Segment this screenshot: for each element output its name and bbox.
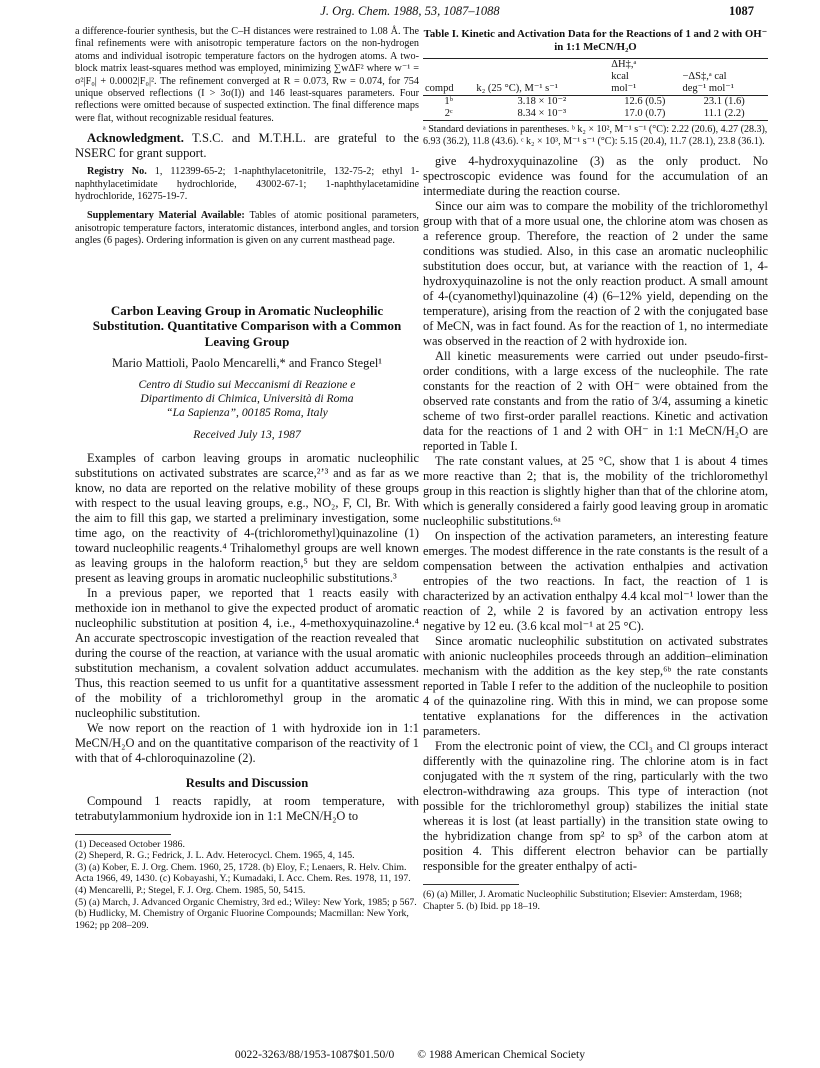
left-column [75, 26, 419, 931]
footnote-rule [75, 834, 171, 835]
table-cell: 23.1 (1.6) [703, 96, 745, 107]
registry-numbers [75, 166, 419, 203]
supplementary-material [75, 210, 419, 247]
table-cell: 1ᵇ [444, 96, 453, 107]
paragraph: give 4-hydroxyquinazoline (3) as the only product. No spectroscopic evidence was found for the accumulation of an intermediate during the reaction course. [423, 154, 768, 198]
paragraph: In a previous paper, we reported that 1 reacts easily with methoxide ion in methanol to give the expected product of aromatic nucleophilic substitution at position 4, i.e., 4-methoxyquinazoline.⁴ An accurate spectroscopic investigation of the reaction revealed that during the course of the reaction, at variance with the usual aromatic substitution mechanism, a covalent solvation adduct accumulates. Thus, this reaction seemed to us unfit for a quantitative assessment of the mobility of a trichloromethyl group in the aromatic nucleophilic substitution. [75, 585, 419, 720]
footnote: (4) Mencarelli, P.; Stegel, F. J. Org. Chem. 1985, 50, 5415. [75, 884, 306, 896]
table-header-cell [474, 59, 609, 72]
right-column [423, 26, 768, 912]
footnote: (5) (a) March, J. Advanced Organic Chemistry, 3rd ed.; Wiley: New York, 1985; p 567. (b) Hudlicky, M. Chemistry of Organic Fluorine Compounds; Macmillan: New York, 1962; pp 208–209. [75, 896, 417, 931]
table-row [423, 108, 768, 121]
footer-copyright: © 1988 American Chemical Society [417, 1048, 586, 1061]
table-header-cell [423, 59, 474, 72]
paragraph: The rate constant values, at 25 °C, show that 1 is about 4 times more reactive than 2; that is, the mobility of the trichloromethyl group in this reaction is slightly higher than that of the chlorine atom, which is generally considered a fairly good leaving group in aromatic nucleophilic substitutions.⁶ᵃ [423, 454, 768, 528]
running-header [0, 4, 820, 24]
table-header-cell: ΔH‡,ᵃ [609, 59, 680, 72]
affiliation-line: Centro di Studio sui Meccanismi di Reazione e [138, 378, 356, 392]
table-cell: 3.18 × 10⁻² [517, 96, 567, 107]
acknowledgment-text: T.S.C. and M.T.H.L. are grateful to the NSERC for grant support. [75, 131, 420, 161]
journal-citation: J. Org. Chem. 1988, 53, 1087–1088 [320, 4, 500, 18]
paragraph: Since our aim was to compare the mobility of the trichloromethyl group with that of a more usual one, the chlorine atom was chosen as a reference group. Therefore, the reaction of 2 under the same conditions was studied. Also, in this case an aromatic nucleophilic substitution does occur, but, at variance with the reaction of 1, 4-hydroxyquinazoline is not the only reaction product. A small amount of 4-(cyanomethyl)quinazoline (4) (6–12% yield, depending on the temperature), arising from the reaction of 2 with the conjugated base of MeCN, was in fact found. As for the reaction of 1, no intermediate was observed in the reaction of 2 with hydroxide ion. [423, 199, 768, 348]
table-header-cell: −ΔS‡,ᵃ cal [682, 71, 727, 82]
footnote-rule [423, 884, 519, 885]
table-header-cell [423, 71, 474, 83]
article-body-right [423, 154, 768, 874]
previous-article-tail: a difference-fourier synthesis, but the C–H distances were restrained to 1.08 Å. The final refinements were with anisotropic temperature factors on the non-hydrogen atoms and individual isotropic temperature factors on the hydrogen atoms. A two-block matrix least-squares method was employed, minimizing ∑wΔF² where w⁻¹ = σ²|F₀| + 0.0002|F₀|². The refinement converged at R = 0.073, Rw = 0.074, for 754 unique observed reflections (I > 3σ(I)) and 146 least-squares parameters. Four reflections were omitted because of suspected extinction. The final difference maps were flat, without recognizable residual features. [75, 26, 419, 124]
affiliation-line: “La Sapienza”, 00185 Roma, Italy [166, 406, 328, 420]
table-notes: ᵃ Standard deviations in parentheses. ᵇ k₂ × 10², M⁻¹ s⁻¹ (°C): 2.22 (20.6), 4.27 (28.3), 6.93 (36.2), 11.8 (43.6). ᶜ k₂ × 10³, M⁻¹ s⁻¹ (°C): 5.15 (20.4), 11.7 (28.1), 23.8 (36.1). [423, 124, 768, 147]
paragraph: Compound 1 reacts rapidly, at room temperature, with tetrabutylammonium hydroxide ion in 1:1 MeCN/H₂O to [75, 793, 419, 823]
table-header-cell [474, 71, 609, 83]
paragraph: We now report on the reaction of 1 with hydroxide ion in 1:1 MeCN/H₂O and on the quantitative comparison of the reactivity of 1 with that of 4-chloroquinazoline (2). [75, 720, 419, 765]
footnotes [75, 839, 419, 932]
footnote: (1) Deceased October 1986. [75, 838, 185, 850]
acknowledgment-label: Acknowledgment. [87, 131, 184, 146]
table-row [423, 96, 768, 109]
paragraph: Examples of carbon leaving groups in aromatic nucleophilic substitutions on activated substrates are scarce,²ʼ³ and as far as we know, no data are reported on the relative mobility of these groups with respect to the usual leaving groups, e.g., NO₂, F, Cl, Br. With the aim to fill this gap, we started a preliminary investigation, some time ago, on the reactivity of 4-(trichloromethyl)quinazoline (1) toward nucleophilic reagents.⁴ Trihalomethyl groups are well known as leaving groups in the haloform reaction,⁵ but they are seldom present as leaving groups in aromatic nucleophilic substitutions.³ [75, 450, 419, 585]
author-list: Mario Mattioli, Paolo Mencarelli,* and Franco Stegel¹ [111, 356, 383, 371]
table-cell: 8.34 × 10⁻³ [474, 108, 609, 121]
table-header-cell [680, 59, 768, 72]
footnote: (3) (a) Kober, E. J. Org. Chem. 1960, 25, 1728. (b) Eloy, F.; Lenaers, R. Helv. Chim. Acta 1966, 49, 1430. (c) Kobayashi, Y.; Kumadaki, I. Acc. Chem. Res. 1978, 11, 197. [75, 861, 411, 885]
table-cell: 2ᶜ [423, 108, 474, 121]
paragraph: All kinetic measurements were carried out under pseudo-first-order conditions, with a large excess of the nucleophile. The rate constants for the reaction of 2 with OH⁻ were obtained from the observed rate constants and from the ratio of 3/4, assuming a kinetic scheme of two first-order parallel reactions. Kinetic and activation data for the reactions of 1 and 2 with OH⁻ in 1:1 MeCN/H₂O are reported in Table I. [423, 349, 768, 453]
affiliation-line: Dipartimento di Chimica, Università di Roma [140, 392, 354, 406]
table-title: Table I. Kinetic and Activation Data for the Reactions of 1 and 2 with OH⁻ in 1:1 MeCN/H₂O [423, 28, 768, 53]
footer-code: 0022-3263/88/1953-1087$01.50/0 [234, 1048, 395, 1061]
kinetic-data-table [423, 58, 768, 121]
table-header-cell: kcal [611, 71, 629, 82]
article-body-left [75, 451, 419, 824]
table-header-cell: k₂ (25 °C), M⁻¹ s⁻¹ [474, 83, 609, 96]
article-title: Carbon Leaving Group in Aromatic Nucleophilic Substitution. Quantitative Comparison with a Common Leaving Group [92, 302, 402, 349]
table-header-cell: deg⁻¹ mol⁻¹ [680, 83, 768, 96]
registry-label: Registry No. [87, 166, 147, 178]
table-cell: 12.6 (0.5) [624, 96, 666, 107]
table-cell: 11.1 (2.2) [680, 108, 768, 121]
page-number: 1087 [729, 4, 754, 18]
affiliation [75, 378, 419, 420]
table-header-cell: compd [423, 83, 474, 96]
paragraph: From the electronic point of view, the CCl₃ and Cl groups interact differently with the quinazoline ring. The chlorine atom is in fact conjugated with the π system of the ring, particularly with the two electron-withdrawing aza groups. This type of interaction (not possible for the trichloromethyl group) stabilizes the initial state whereas it is lost (at least partially) in the transition state owing to the hybridization change from sp² to sp³ of the carbon atom at position 4. This different electron behavior can be partially responsible for the greater enthalpy of acti- [423, 739, 768, 873]
footnotes [423, 889, 768, 912]
page-footer [0, 1048, 820, 1061]
supplementary-text: Tables of atomic positional parameters, anisotropic temperature factors, interatomic distances, interbond angles, and torsion angles (6 pages). Ordering information is given on any current masthead page. [75, 210, 419, 247]
table-header-cell: mol⁻¹ [609, 83, 680, 96]
supplementary-label: Supplementary Material Available: [87, 210, 245, 222]
footnote: (6) (a) Miller, J. Aromatic Nucleophilic Substitution; Elsevier: Amsterdam, 1968; Chapter 5. (b) Ibid. pp 18–19. [423, 889, 743, 912]
received-date: Received July 13, 1987 [193, 428, 301, 442]
section-heading: Results and Discussion [185, 775, 309, 790]
table-cell: 17.0 (0.7) [609, 108, 680, 121]
acknowledgment [75, 131, 419, 161]
footnote: (2) Sheperd, R. G.; Fedrick, J. L. Adv. Heterocycl. Chem. 1965, 4, 145. [75, 850, 355, 862]
paragraph: Since aromatic nucleophilic substitution on activated substrates with anionic nucleophiles proceeds through an addition–elimination mechanism with the addition as the key step,⁶ᵇ the rate constants reported in Table I refer to the addition of the nucleophile to position 4 of the quinazoline ring. With this in mind, we can propose some tentative explanations for the differences in the activation parameters. [423, 634, 768, 738]
registry-text: 1, 112399-65-2; 1-naphthylacetonitrile, 132-75-2; ethyl 1-naphthylacetimidate hydrochloride, 43002-67-1; 1-naphthylacetamidine hydrochloride, 16275-19-7. [75, 166, 420, 203]
paragraph: On inspection of the activation parameters, an interesting feature emerges. The modest difference in the rate constants is the result of a compensation between the activation enthalpies and activation entropies of the two reactions. In fact, the reaction of 1 is characterized by an activation enthalpy 4.4 kcal mol⁻¹ lower than the reaction of 2, while 2 is favored by an activation entropy less negative by 12 eu. (3.6 kcal mol⁻¹ at 25 °C). [423, 529, 768, 633]
